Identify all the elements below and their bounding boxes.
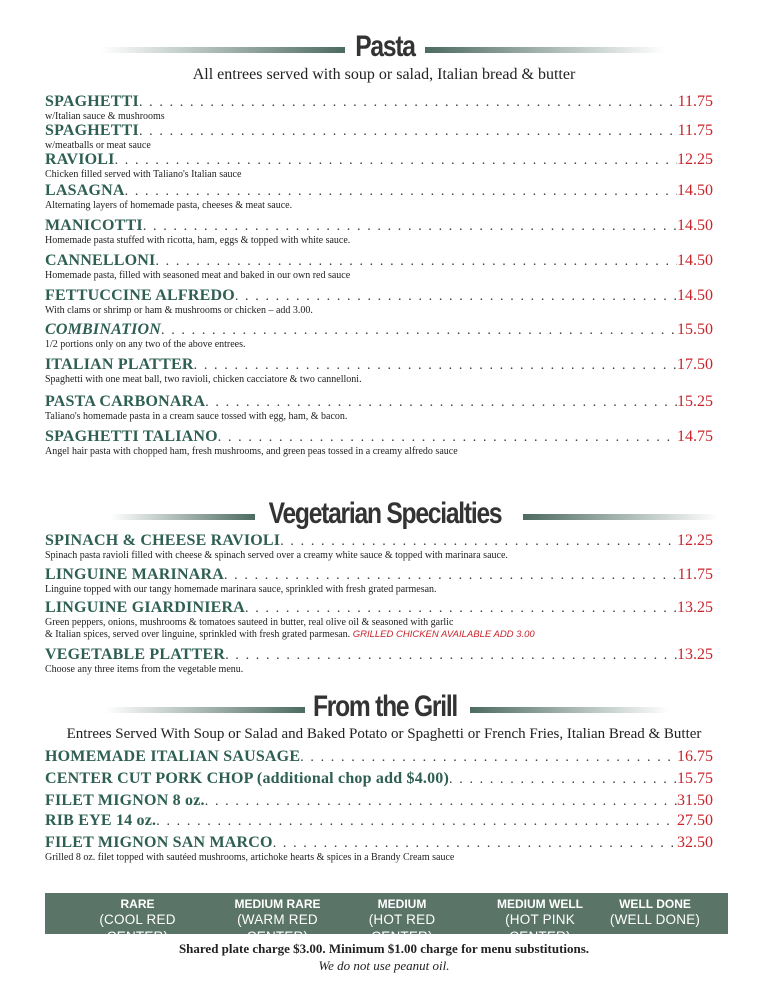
menu-item xyxy=(45,792,713,810)
item-description: Angel hair pasta with chopped ham, fresh mushrooms, and green peas tossed in a creamy alfredo sauce xyxy=(45,446,458,457)
item-price: 31.50 xyxy=(677,792,713,809)
menu-item xyxy=(45,321,713,351)
item-description: Alternating layers of homemade pasta, cheeses & meat sauce. xyxy=(45,200,293,211)
addon-note: GRILLED CHICKEN AVAILABLE ADD 3.00 xyxy=(352,628,535,640)
item-description-line2 xyxy=(45,629,713,641)
item-price: 15.50 xyxy=(677,321,713,338)
item-name: CANNELLONI xyxy=(45,252,156,269)
item-price: 15.25 xyxy=(677,393,713,410)
menu-item xyxy=(45,356,713,386)
item-name: MANICOTTI xyxy=(45,217,143,234)
vegetarian-title: Vegetarian Specialties xyxy=(268,497,502,530)
header-rule-right xyxy=(470,707,670,713)
menu-item xyxy=(45,93,713,123)
item-description: w/meatballs or meat sauce xyxy=(45,140,151,151)
item-name: SPAGHETTI xyxy=(45,93,139,110)
menu-item xyxy=(45,287,713,317)
dot-leader xyxy=(161,323,677,339)
menu-item xyxy=(45,812,713,830)
dot-leader xyxy=(125,184,677,200)
item-price: 14.50 xyxy=(677,182,713,199)
doneness-well-done xyxy=(605,897,705,928)
menu-item xyxy=(45,599,713,640)
item-description: 1/2 portions only on any two of the above entrees. xyxy=(45,339,246,350)
item-price: 12.25 xyxy=(677,151,713,168)
item-name: SPAGHETTI TALIANO xyxy=(45,428,218,445)
dot-leader xyxy=(449,772,677,788)
item-price: 13.25 xyxy=(677,599,713,616)
item-price: 12.25 xyxy=(677,532,713,549)
item-description: With clams or shrimp or ham & mushrooms or chicken – add 3.00. xyxy=(45,305,313,316)
item-description: Green peppers, onions, mushrooms & tomatoes sauteed in butter, real olive oil & seasoned with garlic xyxy=(45,617,454,628)
item-name: LINGUINE MARINARA xyxy=(45,566,224,583)
header-rule-left xyxy=(100,47,345,53)
item-description: Spaghetti with one meat ball, two ravioli, chicken cacciatore & two cannelloni. xyxy=(45,374,362,385)
doneness-detail: (HOT RED CENTER) xyxy=(368,912,436,944)
header-rule-left xyxy=(110,514,255,520)
plate-charge-note: Shared plate charge $3.00. Minimum $1.00 charge for menu substitutions. xyxy=(178,941,590,956)
dot-leader xyxy=(280,534,677,550)
dot-leader xyxy=(155,254,677,270)
header-rule-left xyxy=(105,707,305,713)
item-name: RIB EYE 14 oz. xyxy=(45,812,157,829)
item-name: ITALIAN PLATTER xyxy=(45,356,194,373)
item-name: FETTUCCINE ALFREDO xyxy=(45,287,235,304)
vegetarian-header xyxy=(0,497,768,537)
menu-item xyxy=(45,393,713,423)
dot-leader xyxy=(224,568,678,584)
dot-leader xyxy=(139,95,678,111)
item-price: 16.75 xyxy=(677,748,713,765)
item-name: RAVIOLI xyxy=(45,151,115,168)
dot-leader xyxy=(245,601,677,617)
item-description: Spinach pasta ravioli filled with cheese & spinach served over a creamy white sauce & topped with marinara sauce. xyxy=(45,550,508,561)
item-price: 15.75 xyxy=(677,770,713,787)
item-name: LINGUINE GIARDINIERA xyxy=(45,599,246,616)
item-name: SPAGHETTI xyxy=(45,122,139,139)
menu-item xyxy=(45,566,713,596)
doneness-medium-well xyxy=(475,897,605,945)
item-name: HOMEMADE ITALIAN SAUSAGE xyxy=(45,748,301,765)
item-price: 11.75 xyxy=(677,566,713,583)
menu-item xyxy=(45,646,713,676)
item-name: FILET MIGNON 8 oz. xyxy=(45,792,205,809)
dot-leader xyxy=(300,750,677,766)
pasta-header xyxy=(0,30,768,70)
item-description: Homemade pasta stuffed with ricotta, ham, eggs & topped with white sauce. xyxy=(45,235,351,246)
dot-leader xyxy=(139,124,678,140)
item-description: Linguine topped with our tangy homemade marinara sauce, sprinkled with fresh grated parmesan. xyxy=(45,584,437,595)
item-price: 13.25 xyxy=(677,646,713,663)
doneness-label: MEDIUM WELL xyxy=(497,897,583,911)
item-description: Homemade pasta, filled with seasoned meat and baked in our own red sauce xyxy=(45,270,351,281)
dot-leader xyxy=(225,648,677,664)
menu-item xyxy=(45,217,713,247)
menu-item xyxy=(45,770,713,788)
menu-item xyxy=(45,532,713,562)
grill-subtitle: Entrees Served With Soup or Salad and Baked Potato or Spaghetti or French Fries, Italian Bread & Butter xyxy=(66,726,702,742)
menu-item xyxy=(45,182,713,212)
item-name: PASTA CARBONARA xyxy=(45,393,206,410)
item-description: Choose any three items from the vegetable menu. xyxy=(45,664,244,675)
menu-item xyxy=(45,122,713,152)
pasta-subtitle: All entrees served with soup or salad, Italian bread & butter xyxy=(192,66,576,83)
doneness-medium xyxy=(342,897,462,945)
dot-leader xyxy=(235,289,677,305)
dot-leader xyxy=(143,219,677,235)
doneness-label: MEDIUM RARE xyxy=(234,897,321,911)
menu-item xyxy=(45,748,713,766)
item-price: 14.50 xyxy=(677,287,713,304)
pasta-title: Pasta xyxy=(355,30,415,63)
doneness-detail: (COOL RED CENTER) xyxy=(99,912,176,944)
item-name: COMBINATION xyxy=(45,321,162,338)
dot-leader xyxy=(205,794,677,810)
doneness-detail: (WELL DONE) xyxy=(609,912,701,927)
item-price: 27.50 xyxy=(677,812,713,829)
header-rule-right xyxy=(523,514,718,520)
doneness-medium-rare xyxy=(210,897,345,945)
item-name: LASAGNA xyxy=(45,182,125,199)
peanut-oil-note: We do not use peanut oil. xyxy=(318,958,450,973)
item-price: 11.75 xyxy=(677,122,713,139)
doneness-label: RARE xyxy=(120,897,155,911)
item-name: VEGETABLE PLATTER xyxy=(45,646,226,663)
dot-leader xyxy=(205,395,677,411)
doneness-detail: (WARM RED CENTER) xyxy=(237,912,318,944)
item-price: 32.50 xyxy=(677,834,713,851)
item-description: w/Italian sauce & mushrooms xyxy=(45,111,165,122)
item-description: Taliano's homemade pasta in a cream sauce tossed with egg, ham, & bacon. xyxy=(45,411,348,422)
header-rule-right xyxy=(425,47,665,53)
grill-title: From the Grill xyxy=(312,690,458,723)
item-price: 14.50 xyxy=(677,252,713,269)
item-name: SPINACH & CHEESE RAVIOLI xyxy=(45,532,281,549)
grill-header xyxy=(0,690,768,730)
doneness-label: WELL DONE xyxy=(619,897,691,911)
item-description: Grilled 8 oz. filet topped with sautéed mushrooms, artichoke hearts & spices in a Brandy Cream sauce xyxy=(45,852,455,863)
dot-leader xyxy=(273,836,677,852)
menu-item xyxy=(45,252,713,282)
doneness-label: MEDIUM xyxy=(377,897,427,911)
item-description: Chicken filled served with Taliano's Italian sauce xyxy=(45,169,242,180)
doneness-banner xyxy=(45,893,728,944)
menu-item xyxy=(45,151,713,181)
item-price: 14.75 xyxy=(677,428,713,445)
doneness-rare xyxy=(75,897,200,945)
dot-leader xyxy=(194,358,677,374)
doneness-detail: (HOT PINK CENTER) xyxy=(505,912,575,944)
item-price: 11.75 xyxy=(677,93,713,110)
item-name: FILET MIGNON SAN MARCO xyxy=(45,834,273,851)
item-price: 14.50 xyxy=(677,217,713,234)
item-description-cont: & Italian spices, served over linguine, sprinkled with fresh grated parmesan. xyxy=(45,628,351,640)
menu-item xyxy=(45,428,713,458)
dot-leader xyxy=(115,153,677,169)
item-price: 17.50 xyxy=(677,356,713,373)
menu-item xyxy=(45,834,713,864)
dot-leader xyxy=(156,814,677,830)
item-name: CENTER CUT PORK CHOP (additional chop add $4.00) xyxy=(45,770,450,787)
dot-leader xyxy=(218,430,677,446)
